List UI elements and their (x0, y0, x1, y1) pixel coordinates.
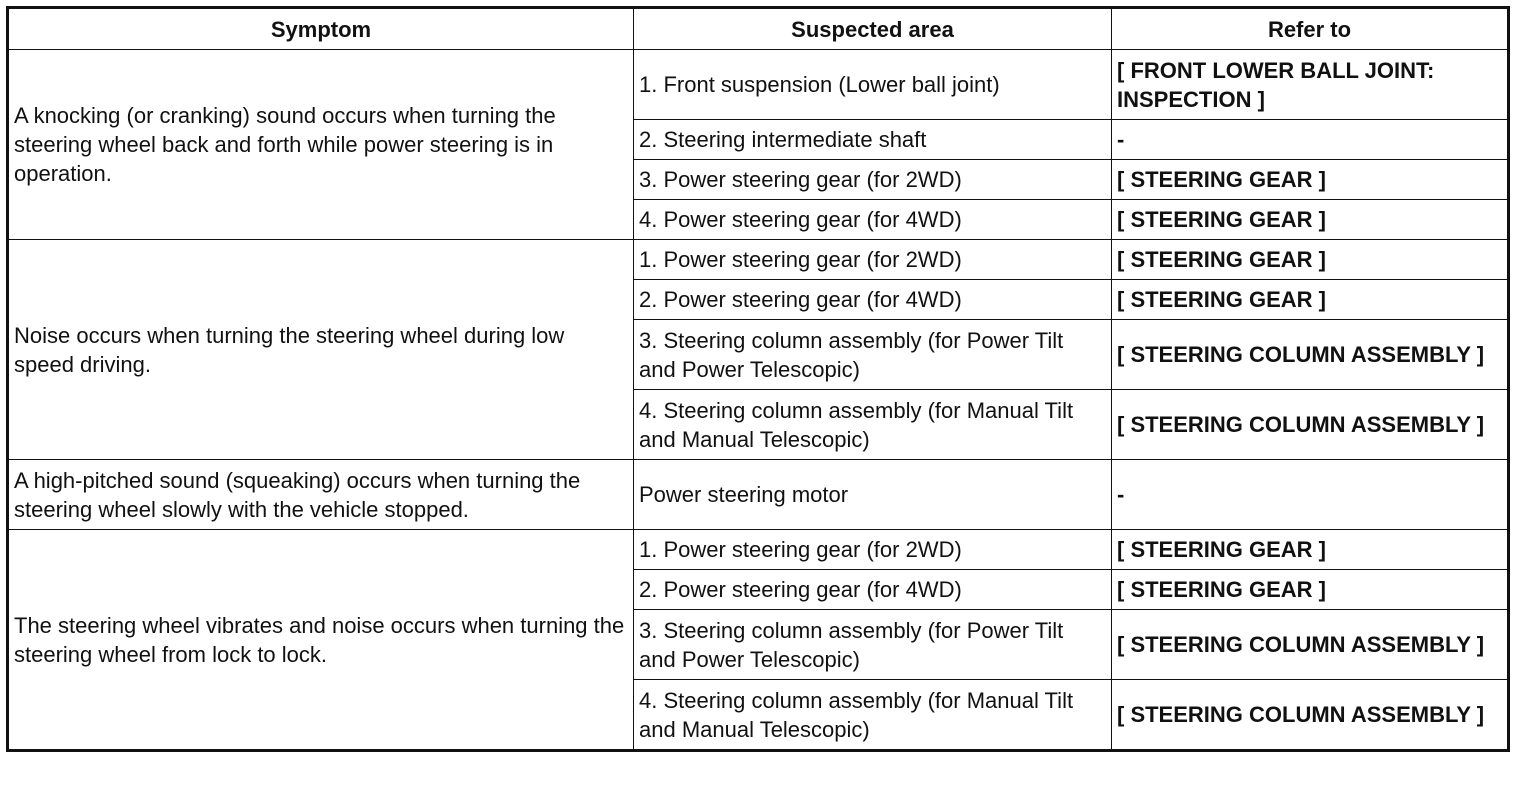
refer-to-cell: - (1112, 120, 1509, 160)
header-refer-to: Refer to (1112, 8, 1509, 50)
refer-to-cell: [ STEERING COLUMN ASSEMBLY ] (1112, 320, 1509, 390)
suspected-area-cell: 1. Front suspension (Lower ball joint) (634, 50, 1112, 120)
suspected-area-cell: 3. Steering column assembly (for Power Tilt and Power Telescopic) (634, 320, 1112, 390)
refer-to-cell: [ STEERING COLUMN ASSEMBLY ] (1112, 680, 1509, 751)
refer-to-cell: [ STEERING GEAR ] (1112, 240, 1509, 280)
refer-to-cell: [ STEERING GEAR ] (1112, 200, 1509, 240)
refer-to-cell: [ FRONT LOWER BALL JOINT: INSPECTION ] (1112, 50, 1509, 120)
table-header (8, 8, 1509, 50)
symptom-cell: The steering wheel vibrates and noise occurs when turning the steering wheel from lock to lock. (8, 530, 634, 751)
suspected-area-cell: 1. Power steering gear (for 2WD) (634, 530, 1112, 570)
symptom-cell: A high-pitched sound (squeaking) occurs when turning the steering wheel slowly with the vehicle stopped. (8, 460, 634, 530)
refer-to-cell: [ STEERING GEAR ] (1112, 160, 1509, 200)
refer-to-cell: [ STEERING GEAR ] (1112, 570, 1509, 610)
suspected-area-cell: 4. Power steering gear (for 4WD) (634, 200, 1112, 240)
suspected-area-cell: Power steering motor (634, 460, 1112, 530)
suspected-area-cell: 2. Power steering gear (for 4WD) (634, 280, 1112, 320)
suspected-area-cell: 1. Power steering gear (for 2WD) (634, 240, 1112, 280)
suspected-area-cell: 2. Power steering gear (for 4WD) (634, 570, 1112, 610)
refer-to-cell: [ STEERING GEAR ] (1112, 280, 1509, 320)
refer-to-cell: - (1112, 460, 1509, 530)
table-row (8, 460, 1509, 530)
symptom-cell: Noise occurs when turning the steering wheel during low speed driving. (8, 240, 634, 460)
suspected-area-cell: 4. Steering column assembly (for Manual Tilt and Manual Telescopic) (634, 390, 1112, 460)
table-body (8, 50, 1509, 751)
refer-to-cell: [ STEERING COLUMN ASSEMBLY ] (1112, 390, 1509, 460)
table-row (8, 240, 1509, 280)
symptom-cell: A knocking (or cranking) sound occurs when turning the steering wheel back and forth while power steering is in operation. (8, 50, 634, 240)
refer-to-cell: [ STEERING GEAR ] (1112, 530, 1509, 570)
suspected-area-cell: 4. Steering column assembly (for Manual Tilt and Manual Telescopic) (634, 680, 1112, 751)
suspected-area-cell: 2. Steering intermediate shaft (634, 120, 1112, 160)
header-suspected-area: Suspected area (634, 8, 1112, 50)
refer-to-cell: [ STEERING COLUMN ASSEMBLY ] (1112, 610, 1509, 680)
header-symptom: Symptom (8, 8, 634, 50)
table-row (8, 530, 1509, 570)
table-row (8, 50, 1509, 120)
suspected-area-cell: 3. Steering column assembly (for Power Tilt and Power Telescopic) (634, 610, 1112, 680)
suspected-area-cell: 3. Power steering gear (for 2WD) (634, 160, 1112, 200)
diagnosis-table (6, 6, 1510, 752)
